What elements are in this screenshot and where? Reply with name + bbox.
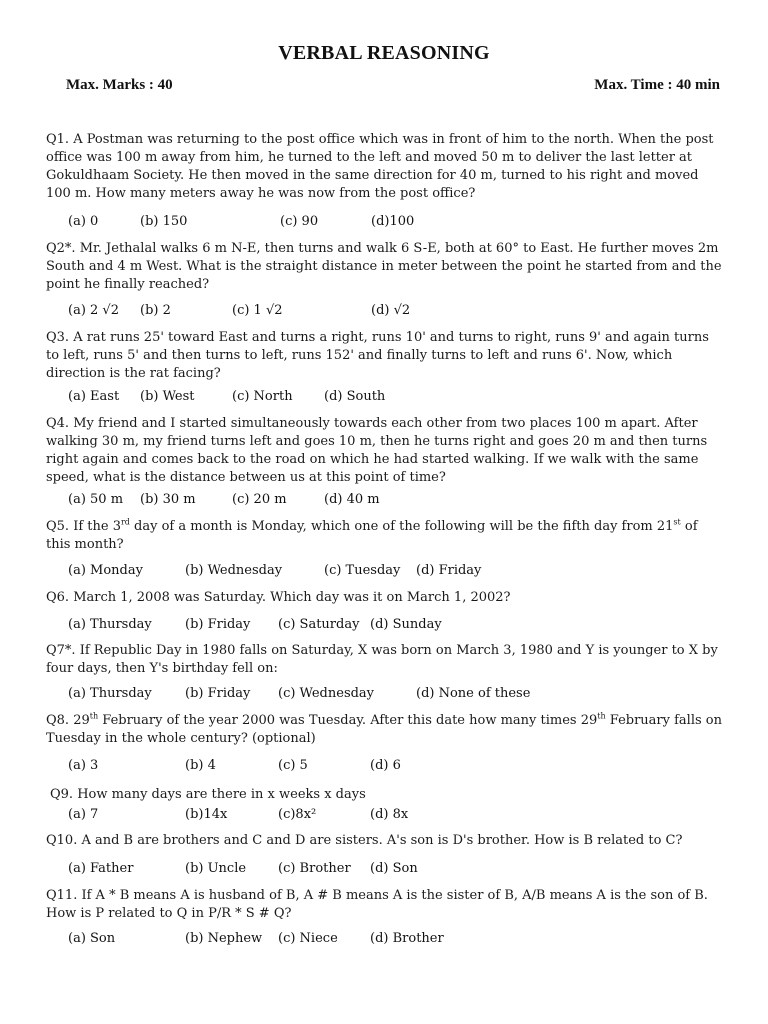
question-2: Q2*. Mr. Jethalal walks 6 m N-E, then turns and walk 6 S-E, both at 60° to East. He further moves 2m South and 4 m West. What is the straight distance in meter between the point he started from and the point he finally reached?: [46, 241, 722, 292]
option-a[interactable]: (a) 7: [68, 807, 99, 822]
option-d[interactable]: (d) None of these: [416, 686, 531, 701]
option-d[interactable]: (d) Friday: [416, 563, 482, 578]
option-a[interactable]: (a) 2 √2: [68, 303, 119, 318]
option-b[interactable]: (b) Uncle: [185, 861, 247, 876]
option-b[interactable]: (b)14x: [185, 807, 228, 822]
option-b[interactable]: (b) Friday: [185, 686, 251, 701]
max-marks: Max. Marks : 40: [66, 77, 173, 93]
option-c[interactable]: (c) 20 m: [232, 492, 287, 507]
option-b[interactable]: (b) 4: [185, 758, 216, 773]
option-d[interactable]: (d) Brother: [370, 931, 444, 946]
question-1: Q1. A Postman was returning to the post office which was in front of him to the north. When the post office was 100 m away from him, he turned to the left and moved 50 m to deliver the last letter at Gokuldhaam Society. He then moved in the same direction for 40 m, turned to his right and moved 100 m. How many meters away he was now from the post office?: [46, 132, 714, 201]
question-10: Q10. A and B are brothers and C and D are sisters. A's son is D's brother. How is B related to C?: [46, 833, 683, 848]
question-9: Q9. How many days are there in x weeks x days: [50, 787, 366, 802]
option-b[interactable]: (b) Friday: [185, 617, 251, 632]
option-c[interactable]: (c) Wednesday: [278, 686, 375, 701]
option-d[interactable]: (d)100: [371, 214, 415, 229]
option-a[interactable]: (a) Father: [68, 861, 134, 876]
question-8: Q8. 29th February of the year 2000 was Tuesday. After this date how many times 29th February falls on Tuesday in the whole century? (optional): [46, 711, 722, 746]
option-d[interactable]: (d) 8x: [370, 807, 409, 822]
option-c[interactable]: (c) Niece: [278, 931, 338, 946]
question-6: Q6. March 1, 2008 was Saturday. Which day was it on March 1, 2002?: [46, 590, 511, 605]
option-d[interactable]: (d) 40 m: [324, 492, 380, 507]
option-c[interactable]: (c)8x²: [278, 807, 317, 822]
option-a[interactable]: (a) East: [68, 389, 120, 404]
option-a[interactable]: (a) Son: [68, 931, 116, 946]
option-b[interactable]: (b) 150: [140, 214, 188, 229]
option-c[interactable]: (c) 90: [280, 214, 319, 229]
option-d[interactable]: (d) Son: [370, 861, 418, 876]
page-title: VERBAL REASONING: [278, 42, 490, 64]
option-c[interactable]: (c) Saturday: [278, 617, 360, 632]
option-a[interactable]: (a) 3: [68, 758, 99, 773]
question-4: Q4. My friend and I started simultaneously towards each other from two places 100 m apart. After walking 30 m, my friend turns left and goes 10 m, then he turns right and goes 20 m and then turns right again and comes back to the road on which he had started walking. If we walk with the same speed, what is the distance between us at this point of time?: [46, 416, 708, 485]
question-3: Q3. A rat runs 25' toward East and turns a right, runs 10' and turns to right, runs 9' and again turns to left, runs 5' and then turns to left, runs 152' and finally turns to left and runs 6'. Now, which direction is the rat facing?: [46, 330, 709, 381]
option-b[interactable]: (b) Wednesday: [185, 563, 283, 578]
option-c[interactable]: (c) North: [232, 389, 293, 404]
option-d[interactable]: (d) South: [324, 389, 386, 404]
option-a[interactable]: (a) 0: [68, 214, 99, 229]
question-7: Q7*. If Republic Day in 1980 falls on Saturday, X was born on March 3, 1980 and Y is younger to X by four days, then Y's birthday fell on:: [46, 643, 718, 676]
option-a[interactable]: (a) Thursday: [68, 617, 152, 632]
option-c[interactable]: (c) Tuesday: [324, 563, 401, 578]
option-a[interactable]: (a) Monday: [68, 563, 143, 578]
option-b[interactable]: (b) West: [140, 389, 195, 404]
option-c[interactable]: (c) 5: [278, 758, 308, 773]
option-b[interactable]: (b) 30 m: [140, 492, 196, 507]
option-c[interactable]: (c) 1 √2: [232, 303, 283, 318]
option-a[interactable]: (a) Thursday: [68, 686, 152, 701]
question-11: Q11. If A * B means A is husband of B, A # B means A is the sister of B, A/B means A is the son of B. How is P related to Q in P/R * S # Q?: [46, 888, 708, 921]
option-b[interactable]: (b) 2: [140, 303, 171, 318]
option-d[interactable]: (d) √2: [371, 303, 411, 318]
option-b[interactable]: (b) Nephew: [185, 931, 263, 946]
option-d[interactable]: (d) Sunday: [370, 617, 442, 632]
option-c[interactable]: (c) Brother: [278, 861, 351, 876]
option-a[interactable]: (a) 50 m: [68, 492, 124, 507]
max-time: Max. Time : 40 min: [594, 77, 720, 93]
option-d[interactable]: (d) 6: [370, 758, 401, 773]
question-5: Q5. If the 3rd day of a month is Monday, which one of the following will be the fifth day from 21st of this month?: [46, 517, 698, 552]
